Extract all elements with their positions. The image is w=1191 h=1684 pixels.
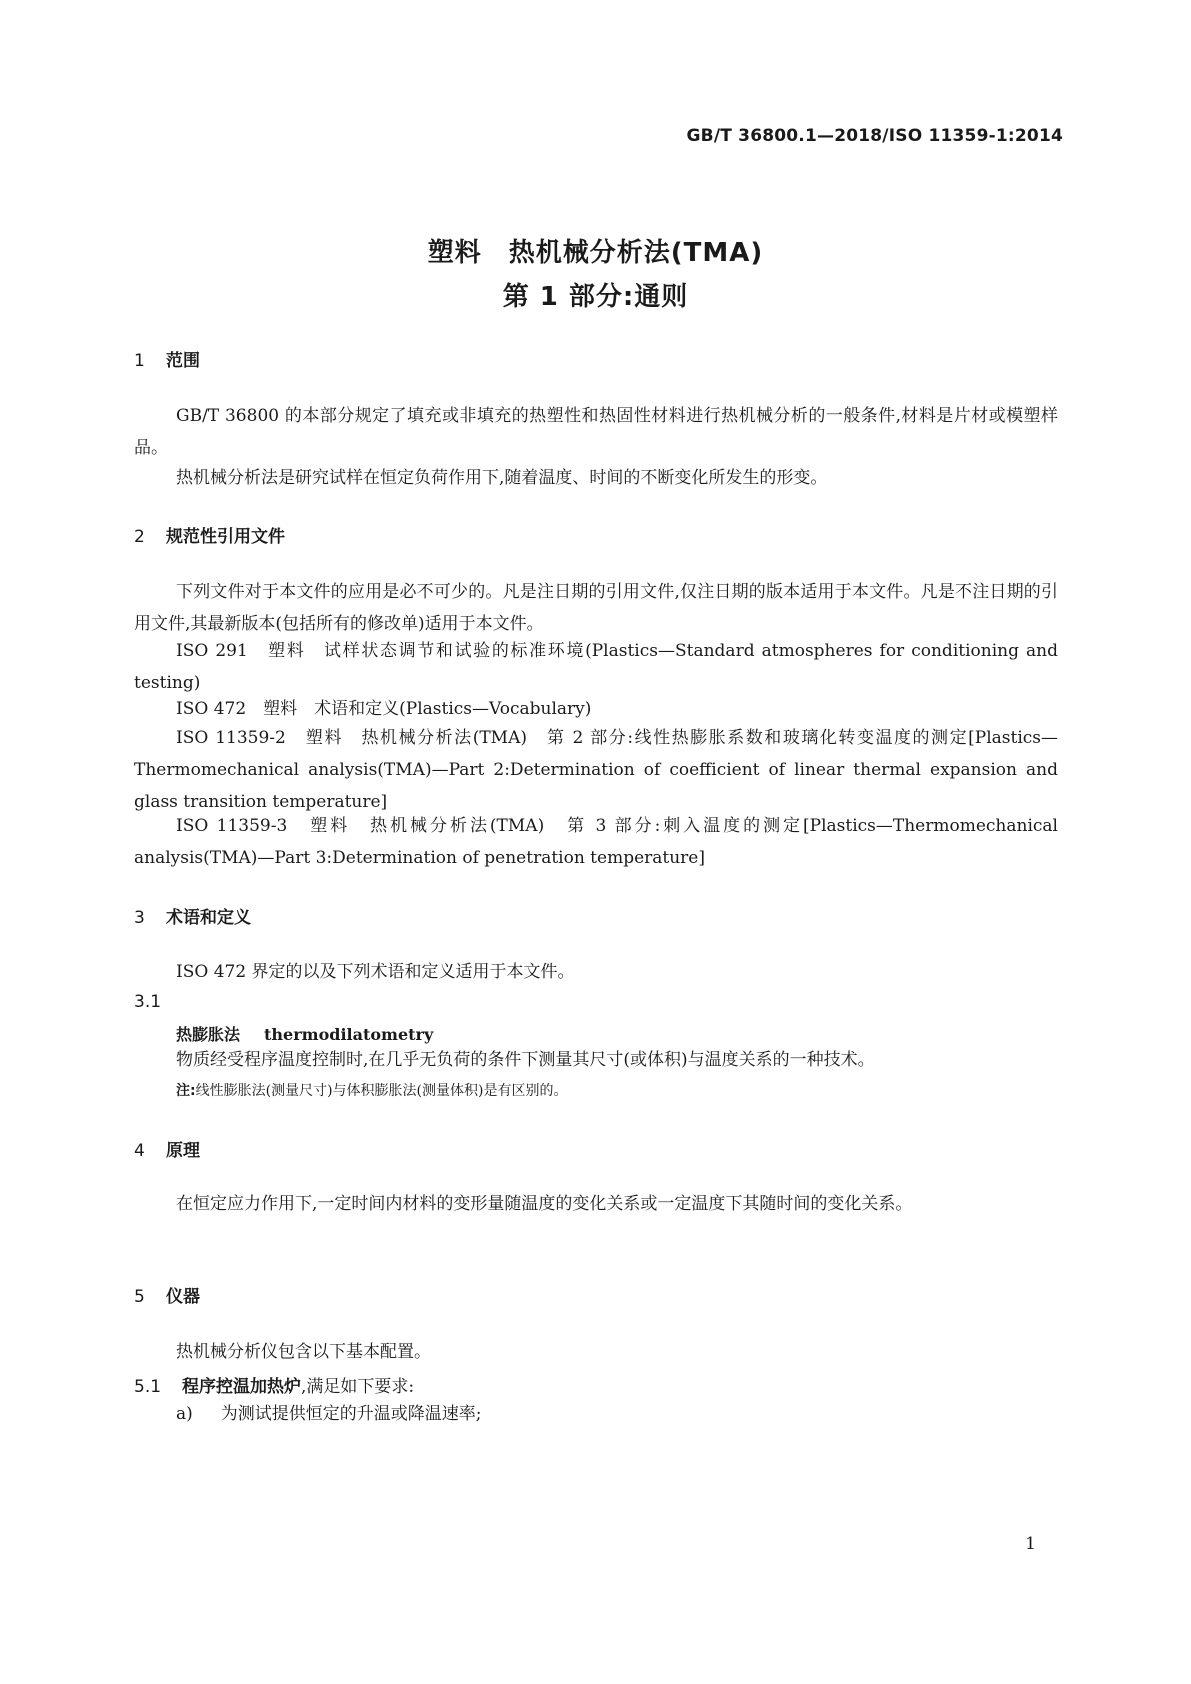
section-5-heading <box>134 1282 200 1307</box>
page-number: 1 <box>1025 1534 1036 1554</box>
section-4-heading <box>134 1136 200 1161</box>
section-number: 1 <box>134 351 145 371</box>
section-number: 4 <box>134 1141 145 1161</box>
section-number: 3 <box>134 908 145 928</box>
note-text: 线性膨胀法(测量尺寸)与体积膨胀法(测量体积)是有区别的。 <box>195 1083 568 1099</box>
subsection-5-1 <box>134 1372 414 1397</box>
term-english: thermodilatometry <box>264 1025 434 1044</box>
section-title: 原理 <box>166 1141 200 1161</box>
section-1-paragraph-2: 热机械分析法是研究试样在恒定负荷作用下,随着温度、时间的不断变化所发生的形变。 <box>176 468 828 488</box>
section-3-heading <box>134 903 251 928</box>
note-label: 注: <box>176 1083 196 1099</box>
term-note <box>176 1080 567 1100</box>
section-number: 5 <box>134 1287 145 1307</box>
subsection-title: 程序控温加热炉 <box>182 1377 301 1397</box>
section-title: 仪器 <box>166 1287 200 1307</box>
subsection-3-1-number: 3.1 <box>134 992 162 1012</box>
section-title: 范围 <box>166 351 200 371</box>
list-item-a <box>134 1398 1058 1430</box>
subsection-number: 5.1 <box>134 1377 162 1397</box>
section-number: 2 <box>134 527 145 547</box>
section-3-paragraph-1: ISO 472 界定的以及下列术语和定义适用于本文件。 <box>176 962 575 982</box>
reference-iso-291: ISO 291 塑料 试样状态调节和试验的标准环境(Plastics—Standard atmospheres for conditioning and testing) <box>134 641 1058 693</box>
section-5-paragraph-1: 热机械分析仪包含以下基本配置。 <box>176 1342 431 1362</box>
reference-iso-11359-3: ISO 11359-3 塑料 热机械分析法(TMA) 第 3 部分:刺入温度的测定[Plastics—Thermomechanical analysis(TMA)—Part 3:Determination of penetration temperature] <box>134 816 1058 868</box>
section-title: 规范性引用文件 <box>166 527 285 547</box>
section-1-paragraph-1: GB/T 36800 的本部分规定了填充或非填充的热塑性和热固性材料进行热机械分析的一般条件,材料是片材或模塑样品。 <box>134 406 1058 458</box>
subsection-text: ,满足如下要求: <box>301 1377 415 1397</box>
reference-iso-472: ISO 472 塑料 术语和定义(Plastics—Vocabulary) <box>176 699 592 719</box>
section-4-paragraph-1: 在恒定应力作用下,一定时间内材料的变形量随温度的变化关系或一定温度下其随时间的变化关系。 <box>176 1194 913 1214</box>
term-entry <box>176 1022 433 1045</box>
reference-iso-11359-2: ISO 11359-2 塑料 热机械分析法(TMA) 第 2 部分:线性热膨胀系数和玻璃化转变温度的测定[Plastics—Thermomechanical analysis(TMA)—Part 2:Determination of coefficient of linear thermal expansion and glass transition temperature] <box>134 728 1058 812</box>
section-title: 术语和定义 <box>166 908 251 928</box>
term-definition: 物质经受程序温度控制时,在几乎无负荷的条件下测量其尺寸(或体积)与温度关系的一种技术。 <box>176 1050 875 1070</box>
section-1-heading <box>134 346 200 371</box>
standard-code: GB/T 36800.1—2018/ISO 11359-1:2014 <box>686 126 1063 146</box>
list-item-label: a) <box>176 1404 193 1424</box>
section-2-heading <box>134 522 285 547</box>
document-title-line-1: 塑料 热机械分析法(TMA) <box>427 238 764 268</box>
document-title-line-2: 第 1 部分:通则 <box>502 282 689 312</box>
section-2-paragraph-1: 下列文件对于本文件的应用是必不可少的。凡是注日期的引用文件,仅注日期的版本适用于本文件。凡是不注日期的引用文件,其最新版本(包括所有的修改单)适用于本文件。 <box>134 582 1058 634</box>
term-chinese: 热膨胀法 <box>176 1025 241 1044</box>
list-item-text: 为测试提供恒定的升温或降温速率; <box>220 1404 482 1424</box>
